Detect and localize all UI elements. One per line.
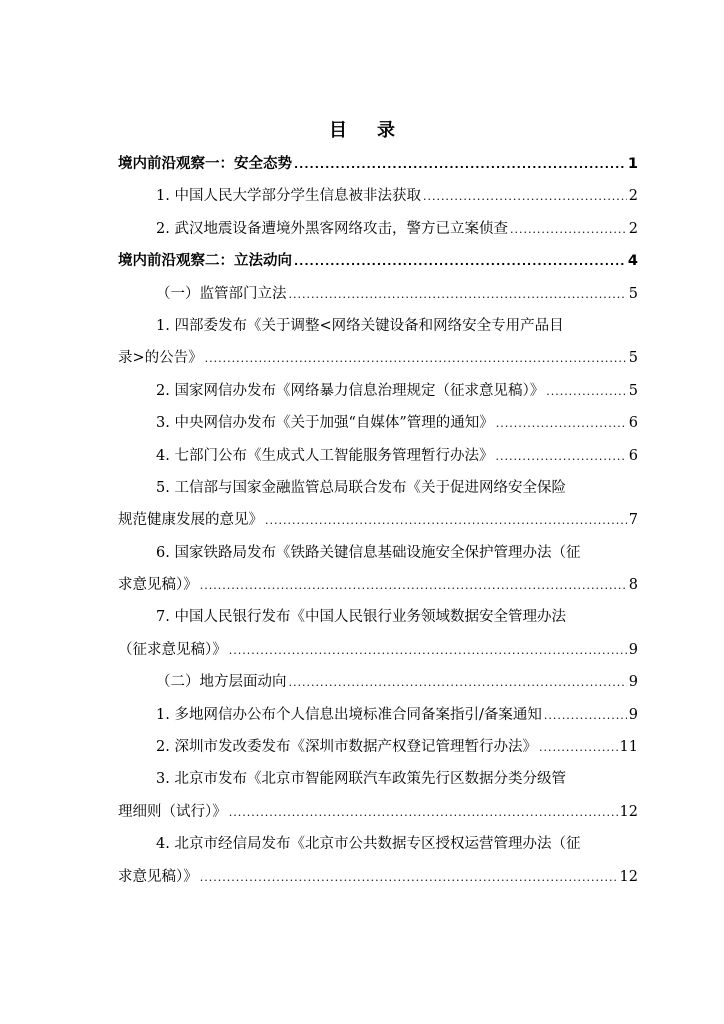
toc-page-number: 5: [628, 350, 638, 367]
toc-page-number: 9: [628, 641, 638, 658]
toc-page-number: 6: [628, 447, 638, 464]
toc-entry[interactable]: [118, 569, 638, 601]
toc-entry-text: 规范健康发展的意见》: [118, 512, 263, 529]
toc-entry-text: 录>的公告》: [118, 350, 203, 367]
toc-entry-text: （二）地方层面动向: [156, 674, 287, 691]
toc-entry[interactable]: [118, 763, 638, 795]
toc-leader-dots: [423, 181, 627, 213]
toc-entry-text: 3. 北京市发布《北京市智能网联汽车政策先行区数据分类分级管: [156, 771, 566, 788]
toc-entry[interactable]: [118, 310, 638, 342]
toc-page-number: 4: [627, 253, 638, 270]
toc-entry[interactable]: [118, 342, 638, 374]
toc-title: [0, 116, 724, 142]
toc-page-number: 6: [628, 415, 638, 432]
toc-page-number: 12: [619, 868, 638, 885]
toc-entry-text: 1. 多地网信办公布个人信息出境标准合同备案指引/备案通知: [156, 706, 542, 723]
toc-leader-dots: [496, 408, 627, 440]
toc-entry[interactable]: [118, 504, 638, 536]
toc-leader-dots: [265, 505, 627, 537]
toc-leader-dots: [200, 862, 618, 894]
toc-entry-text: 求意见稿）》: [118, 577, 198, 594]
toc-leader-dots: [539, 732, 618, 764]
toc-entry-text: （一）监管部门立法: [156, 285, 287, 302]
toc-page-number: 8: [628, 577, 638, 594]
toc-leader-dots: [289, 667, 627, 699]
toc-entry[interactable]: [118, 472, 638, 504]
toc-entry[interactable]: [118, 731, 638, 763]
toc-entry-text: 求意见稿）》: [118, 868, 198, 885]
toc-leader-dots: [200, 570, 627, 602]
toc-leader-dots: [495, 441, 626, 473]
toc-leader-dots: [229, 797, 618, 829]
toc-page-number: 11: [619, 739, 638, 756]
toc-entry-text: 2. 武汉地震设备遭境外黑客网络攻击，警方已立案侦查: [156, 220, 508, 237]
toc-entry-text: 6. 国家铁路局发布《铁路关键信息基础设施安全保护管理办法（征: [156, 544, 581, 561]
toc-entry[interactable]: [118, 375, 638, 407]
toc-entry[interactable]: [118, 634, 638, 666]
toc-entries: [118, 148, 638, 893]
toc-title-left: 目: [329, 120, 347, 141]
toc-leader-dots: [546, 376, 627, 408]
toc-leader-dots: [544, 700, 627, 732]
toc-leader-dots: [294, 246, 626, 278]
toc-entry[interactable]: [118, 861, 638, 893]
toc-entry-text: 2. 深圳市发改委发布《深圳市数据产权登记管理暂行办法》: [156, 739, 537, 756]
toc-entry[interactable]: [118, 666, 638, 698]
toc-entry[interactable]: [118, 537, 638, 569]
toc-heading[interactable]: [118, 148, 638, 180]
toc-entry[interactable]: [118, 796, 638, 828]
toc-page-number: 5: [628, 382, 638, 399]
toc-heading[interactable]: [118, 245, 638, 277]
toc-entry[interactable]: [118, 699, 638, 731]
toc-leader-dots: [205, 343, 627, 375]
toc-entry-text: 2. 国家网信办发布《网络暴力信息治理规定（征求意见稿）》: [156, 382, 545, 399]
toc-leader-dots: [510, 214, 627, 246]
toc-entry[interactable]: [118, 278, 638, 310]
toc-entry[interactable]: [118, 828, 638, 860]
toc-page-number: 9: [628, 706, 638, 723]
toc-entry-text: 理细则（试行）》: [118, 803, 227, 820]
toc-entry-text: 境内前沿观察一：安全态势: [118, 156, 292, 172]
toc-page-number: 9: [628, 674, 638, 691]
toc-entry-text: 5. 工信部与国家金融监管总局联合发布《关于促进网络安全保险: [156, 479, 566, 496]
toc-leader-dots: [289, 279, 627, 311]
toc-entry[interactable]: [118, 407, 638, 439]
toc-entry-text: 3. 中央网信办发布《关于加强“自媒体”管理的通知》: [156, 415, 494, 432]
toc-entry[interactable]: [118, 601, 638, 633]
toc-page-number: 2: [628, 220, 638, 237]
toc-leader-dots: [229, 635, 627, 667]
toc-page-number: 5: [628, 285, 638, 302]
toc-page-number: 7: [628, 512, 638, 529]
toc-page-number: 2: [628, 188, 638, 205]
toc-title-right: 录: [377, 120, 395, 141]
toc-entry-text: 境内前沿观察二：立法动向: [118, 253, 292, 270]
toc-entry-text: 4. 北京市经信局发布《北京市公共数据专区授权运营管理办法（征: [156, 836, 581, 853]
toc-entry[interactable]: [118, 180, 638, 212]
toc-page-number: 1: [627, 156, 638, 172]
toc-entry-text: 1. 中国人民大学部分学生信息被非法获取: [156, 188, 421, 205]
toc-page-number: 12: [619, 803, 638, 820]
toc-entry-text: 7. 中国人民银行发布《中国人民银行业务领域数据安全管理办法: [156, 609, 566, 626]
toc-entry[interactable]: [118, 213, 638, 245]
toc-entry-text: 1. 四部委发布《关于调整<网络关键设备和网络安全专用产品目: [156, 317, 564, 334]
toc-leader-dots: [294, 149, 626, 181]
toc-entry-text: （征求意见稿）》: [118, 641, 227, 658]
toc-entry[interactable]: [118, 440, 638, 472]
toc-entry-text: 4. 七部门公布《生成式人工智能服务管理暂行办法》: [156, 447, 494, 464]
